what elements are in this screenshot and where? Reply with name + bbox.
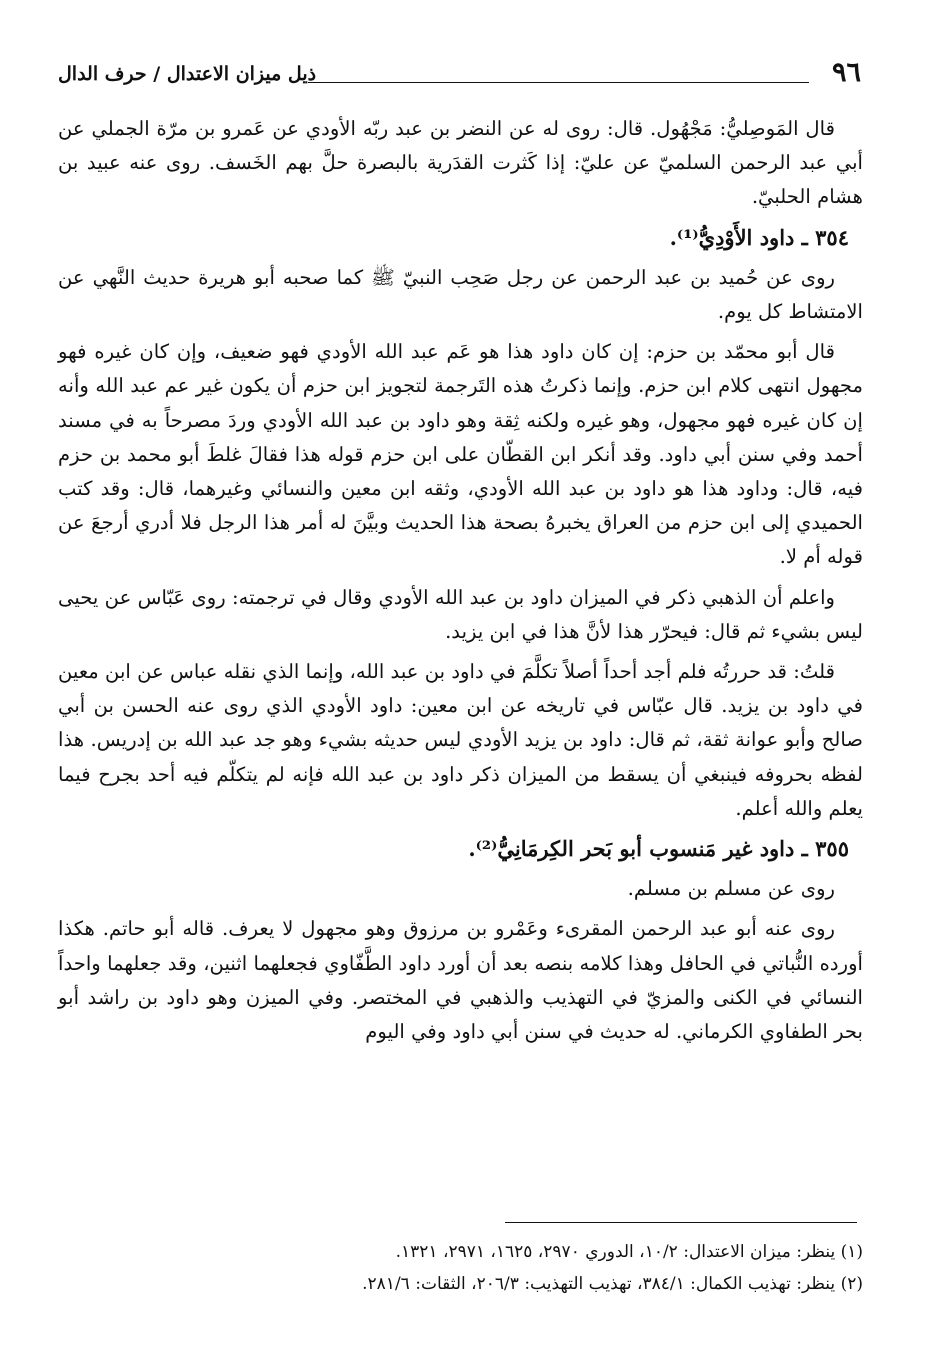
footnote-1: (١) ينظر: ميزان الاعتدال: ١٠/٢، الدوري ٢٩٧٠، ١٦٢٥، ٢٩٧١، ١٣٢١.	[395, 1242, 863, 1262]
paragraph-narration-355: روى عن مسلم بن مسلم.	[627, 877, 835, 901]
running-title: ذيل ميزان الاعتدال / حرف الدال	[58, 63, 317, 85]
paragraph-mawsili: قال المَوصِليُّ: مَجْهُول. قال: روى له عن النضر بن عبد ربّه الأودي عن عَمرو بن مرّة الجملي عن أبي عبد الرحمن السلميّ عن عليّ: إذا كَثرت القدَرية بالبصرة حلَّ بهم الخَسف. روى عنه عبيد بن هشام الحلبيّ.	[58, 117, 863, 209]
footnotes	[58, 1236, 863, 1300]
header-rule	[308, 82, 809, 83]
entry-heading-354: ٣٥٤ ـ داود الأَوْدِيُّ⁽¹⁾.	[669, 224, 849, 250]
paragraph-ibn-hazm: قال أبو محمّد بن حزم: إن كان داود هذا هو عَم عبد الله الأودي فهو ضعيف، وإن كان غيره فهو مجهول انتهى كلام ابن حزم. وإنما ذكرتُ هذه التَرجمة لتجويز ابن حزم أن يكون غير عم عبد الله وأنه إن كان غيره فهو مجهول، وهو غيره ولكنه ثِقة وهو داود بن عبد الله الأودي وردَ مصرحاً به في مسند أحمد وفي سنن أبي داود. وقد أنكر ابن القطّان على ابن حزم قوله هذا فقالَ غلطَ أبو محمد بن حزم فيه، قال: وداود هذا هو داود بن عبد الله الأودي، وثقه ابن معين والنسائي وغيرهما، قال: وقد كتب الحميدي إلى ابن حزم من العراق يخبرهُ بصحة هذا الحديث وبيَّنَ له أمر هذا الرجل فلا أدري أرجعَ عن قوله أم لا.	[58, 340, 863, 569]
footnote-separator	[505, 1222, 857, 1223]
paragraph-narration-354: روى عن حُميد بن عبد الرحمن عن رجل صَحِب النبيّ ﷺ كما صحبه أبو هريرة حديث النَّهي عن الامتشاط كل يوم.	[58, 265, 863, 324]
footnote-2: (٢) ينظر: تهذيب الكمال: ٣٨٤/١، تهذيب التهذيب: ٢٠٦/٣، الثقات: ٢٨١/٦.	[362, 1274, 863, 1294]
main-text	[58, 112, 863, 1055]
entry-heading-355: ٣٥٥ ـ داود غير مَنسوب أبو بَحر الكِرمَانِيُّ⁽²⁾.	[468, 836, 849, 862]
page-number: ٩٦	[831, 57, 861, 88]
paragraph-author-comment: قلتُ: قد حررتُه فلم أجد أحداً أصلاً تكلَّمَ في داود بن عبد الله، وإنما الذي نقله عباس عن ابن معين في داود بن يزيد. قال عبّاس في تاريخه عن ابن معين: داود الأودي الذي روى عنه الحسن بن أبي صالح وأبو عوانة ثقة، ثم قال: داود بن يزيد الأودي ليس حديثه بشيء وهو جد عبد الله بن إدريس. هذا لفظه بحروفه فينبغي أن يسقط من الميزان ذكر داود بن عبد الله فإنه لم يتكلّم فيه أحد بجرح فيما يعلم والله أعلم.	[58, 660, 863, 820]
paragraph-dhahabi: واعلم أن الذهبي ذكر في الميزان داود بن عبد الله الأودي وقال في ترجمته: روى عَبّاس عن يحيى ليس بشيء ثم قال: فيحرّر هذا لأنَّ هذا في ابن يزيد.	[58, 585, 863, 643]
page-header	[58, 56, 871, 92]
paragraph-abu-hatim: روى عنه أبو عبد الرحمن المقرىء وعَمْرو بن مرزوق وهو مجهول لا يعرف. قاله أبو حاتم. هكذا أورده النُّباتي في الحافل وهذا كلامه بنصه بعد أن أورد داود الطَّفّاوي فجعلهما اثنين، وقد جعلهما واحداً النسائي في الكنى والمزيّ في التهذيب والذهبي في المختصر. وفي الميزن وهو داود بن راشد أبو بحر الطفاوي الكرماني. له حديث في سنن أبي داود وفي اليوم	[58, 917, 863, 1044]
